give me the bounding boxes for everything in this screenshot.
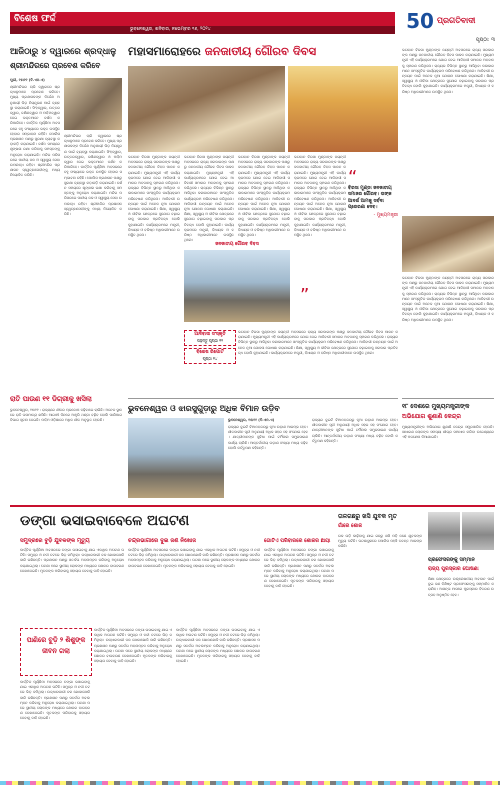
- bottom-main-headline: ଡଙ୍ଗା ଭସାଇବାବେଳେ ଅଘଟଣ: [20, 513, 190, 529]
- main-photo-dancers: [288, 66, 398, 152]
- left-headline-2: ଶ୍ରୀମନ୍ଦିରରେ ପ୍ରବେଶ କରିବେ: [10, 61, 101, 70]
- main-headline-part2: ଜନଜାତୀୟ ଗୌରବ ଦିବସ: [204, 44, 317, 58]
- divider-right: [402, 398, 494, 399]
- bottom-right-body: ଶିକ୍ଷା କ୍ଷେତ୍ରରେ ଉଲ୍ଲେଖନୀୟ ଅବଦାନ ପାଇଁ ଦୁଇ ଜଣ ବିଶିଷ୍ଟ ପ୍ରଫେସରଙ୍କୁ ସମ୍ମାନିତ କରାଯିବ। ଆସନ୍ତା ମାସରେ ପୁରସ୍କାର ବିତରଣ ଉତ୍ସବ ଅନୁଷ୍ଠିତ ହେବ।: [428, 577, 494, 597]
- bottom-sub-2: ଚନ୍ଦ୍ରଭାଗାରେ ଦୁଇ ଜଣ ନିଖୋଜ: [128, 538, 196, 544]
- divider-airport: [128, 398, 398, 399]
- main-headline: [128, 42, 398, 60]
- quote-box: [348, 167, 398, 270]
- bottom-right-headline-1: ପ୍ରଫେସରଙ୍କୁ ସମ୍ମାନ: [428, 557, 475, 563]
- promo-box-2-title: ବିଶେଷ ରିପୋର୍ଟ: [196, 350, 224, 355]
- quote-mark-close-icon: ”: [300, 285, 310, 306]
- airport-headline: ଭୁବନେଶ୍ୱର ଓ ଝାରସୁଗୁଡ଼ାରୁ ଅଧିକ ବିମାନ ଉଡ଼ିବ: [128, 404, 280, 413]
- left-byline: ପୁରୀ, ୧୫ା୧୧ (ବି.ଏନ.ଏ): [10, 78, 45, 82]
- bottom-mid-body: ତାଳ ତାଡ଼ି କାଢ଼ିବାକୁ ଯାଇ ଗଛରୁ ଖସି ପଡ଼ି ଜଣେ ଯୁବକଙ୍କ ମୃତ୍ୟୁ ଘଟିଛି। ଘଟଣାସ୍ଥଳରେ ପୋଲିସ ପହଞ୍ଚି ତଦନ୍ତ ଆରମ୍ଭ କରିଛି।: [338, 534, 422, 549]
- left-small-body: ଭୁବନେଶ୍ୱର, ୧୫ା୧୧ : ରାଜ୍ୟରେ ଶୀତର ପ୍ରକୋପ ବଢ଼ିବାରେ ଲାଗିଛି। ଅନେକ ସ୍ଥାନରେ ରାତି ତାପମାତ୍ରା ଖସିଛି। ଆଗାମୀ ଦିନରେ ଆହୁରି ଥଣ୍ଡା ବଢ଼ିବ ବୋଲି ପାଣିପାଗ ବିଭାଗ ସୂଚନା ଦେଇଛି। ପଶ୍ଚିମ ଓଡ଼ିଶାରେ ଅଧିକ ଶୀତ ଅନୁଭୂତ ହେଉଛି।: [10, 408, 122, 423]
- bottom-col5: କାର୍ତ୍ତିକ ପୂର୍ଣ୍ଣିମା ଅବସରରେ ଡଙ୍ଗା ଭସାଇବାକୁ ଯାଇ ଏକାଧିକ ଅଘଟଣ ଘଟିଛି। ସମୁଦ୍ର ଓ ନଦୀ ତଟରେ ଭିଡ଼ ଜମିଥିଲା। ଉଦ୍ଧାରକାରୀ ଦଳ ଖୋଜାଖୋଜି ଜାରି ରଖିଛନ୍ତି। ପ୍ରଶାସନ ପକ୍ଷରୁ ସତର୍କତା ଅବଲମ୍ବନ କରିବାକୁ ଅନୁରୋଧ କରାଯାଇଥିଲା। ଘଟଣା ପରେ ସ୍ଥାନୀୟ ଲୋକଙ୍କ ମଧ୍ୟରେ ଶୋକର ବାତାବରଣ ଦେଖାଦେଇଛି। ମୃତକଙ୍କ ପରିବାରକୁ ସହାୟତା ଦେବାକୁ ଦାବି ହୋଇଛି।: [20, 680, 90, 721]
- bottom-mid-headline: ତାଳଗଛରୁ ଖସି ଯୁବକ ମୃତ: [338, 513, 397, 520]
- quote-mark-icon: “: [348, 167, 358, 188]
- right-body-top: ଭଗବାନ ବିରସା ମୁଣ୍ଡାଙ୍କ ଜୟନ୍ତୀ ଅବସରରେ ରାଜ୍ୟ ସରକାରଙ୍କ ପକ୍ଷରୁ ଜନଜାତୀୟ ଗୌରବ ଦିବସ ପାଳନ କରାଯାଇଛି। ମୁଖ୍ୟମନ୍ତ୍ରୀ ଏହି କାର୍ଯ୍ୟକ୍ରମରେ ଯୋଗ ଦେଇ ଆଦିବାସୀ ସମାଜର ଅବଦାନକୁ ସ୍ମରଣ କରିଥିଲେ। ରାଜ୍ୟର ବିଭିନ୍ନ ସ୍ଥାନରୁ ଆସିଥିବା କଳାକାରମାନେ ସାଂସ୍କୃତିକ କାର୍ଯ୍ୟକ୍ରମ ପରିବେଷଣ କରିଥିଲେ। ଆଦିବାସୀ ଉନ୍ନୟନ ପାଇଁ ଅନେକ ନୂଆ ଯୋଜନା ଘୋଷଣା କରାଯାଇଛି। ଶିକ୍ଷା, ସ୍ୱାସ୍ଥ୍ୟ ଓ ଜୀବିକା କ୍ଷେତ୍ରରେ ସୁଯୋଗ ବଢ଼ାଇବାକୁ ସରକାର ପ୍ରତିବଦ୍ଧ ବୋଲି କୁହାଯାଇଛି। କାର୍ଯ୍ୟକ୍ରମରେ ମନ୍ତ୍ରୀ, ବିଧାୟକ ଓ ବରିଷ୍ଠ ଅଧିକାରୀମାନେ ଉପସ୍ଥିତ ଥିଲେ।: [402, 48, 494, 94]
- bottom-col3: କାର୍ତ୍ତିକ ପୂର୍ଣ୍ଣିମା ଅବସରରେ ଡଙ୍ଗା ଭସାଇବାକୁ ଯାଇ ଏକାଧିକ ଅଘଟଣ ଘଟିଛି। ସମୁଦ୍ର ଓ ନଦୀ ତଟରେ ଭିଡ଼ ଜମିଥିଲା। ଉଦ୍ଧାରକାରୀ ଦଳ ଖୋଜାଖୋଜି ଜାରି ରଖିଛନ୍ତି। ପ୍ରଶାସନ ପକ୍ଷରୁ ସତର୍କତା ଅବଲମ୍ବନ କରିବାକୁ ଅନୁରୋଧ କରାଯାଇଥିଲା। ଘଟଣା ପରେ ସ୍ଥାନୀୟ ଲୋକଙ୍କ ମଧ୍ୟରେ ଶୋକର ବାତାବରଣ ଦେଖାଦେଇଛି। ମୃତକଙ୍କ ପରିବାରକୁ ସହାୟତା ଦେବାକୁ ଦାବି ହୋଇଛି।: [94, 628, 172, 664]
- bottom-mid-sub: ଗାଁରେ ଶୋକ: [338, 523, 363, 529]
- dateline: ଭୁବନେଶ୍ୱର, ଶନିବାର, ନଭେମ୍ବର ୧୬, ୨୦୨୪: [130, 27, 211, 32]
- airport-byline: ଭୁବନେଶ୍ୱର, ୧୫ା୧୧ (ବି.ଏନ.ଏ): [228, 418, 275, 422]
- main-body-col4: ଭଗବାନ ବିରସା ମୁଣ୍ଡାଙ୍କ ଜୟନ୍ତୀ ଅବସରରେ ରାଜ୍ୟ ସରକାରଙ୍କ ପକ୍ଷରୁ ଜନଜାତୀୟ ଗୌରବ ଦିବସ ପାଳନ କରାଯାଇଛି। ମୁଖ୍ୟମନ୍ତ୍ରୀ ଏହି କାର୍ଯ୍ୟକ୍ରମରେ ଯୋଗ ଦେଇ ଆଦିବାସୀ ସମାଜର ଅବଦାନକୁ ସ୍ମରଣ କରିଥିଲେ। ରାଜ୍ୟର ବିଭିନ୍ନ ସ୍ଥାନରୁ ଆସିଥିବା କଳାକାରମାନେ ସାଂସ୍କୃତିକ କାର୍ଯ୍ୟକ୍ରମ ପରିବେଷଣ କରିଥିଲେ। ଆଦିବାସୀ ଉନ୍ନୟନ ପାଇଁ ଅନେକ ନୂଆ ଯୋଜନା ଘୋଷଣା କରାଯାଇଛି। ଶିକ୍ଷା, ସ୍ୱାସ୍ଥ୍ୟ ଓ ଜୀବିକା କ୍ଷେତ୍ରରେ ସୁଯୋଗ ବଢ଼ାଇବାକୁ ସରକାର ପ୍ରତିବଦ୍ଧ ବୋଲି କୁହାଯାଇଛି। କାର୍ଯ୍ୟକ୍ରମରେ ମନ୍ତ୍ରୀ, ବିଧାୟକ ଓ ବରିଷ୍ଠ ଅଧିକାରୀମାନେ ଉପସ୍ଥିତ ଥିଲେ।: [294, 155, 346, 238]
- bottom-sub-1: ସମୁଦ୍ରରେ ବୁଡ଼ି ଯୁବକଙ୍କ ମୃତ୍ୟୁ: [20, 538, 90, 544]
- portrait-2: [462, 512, 494, 550]
- promo-box-1[interactable]: [184, 330, 236, 346]
- bottom-top-rule: [10, 505, 495, 507]
- quote-text: ବିରସା ମୁଣ୍ଡା ଜନଜାତୀୟ ସମାଜର ଗୌରବ। ତାଙ୍କ ଆଦର୍ଶ ଆମକୁ ସର୍ବଦା ପ୍ରେରଣା ଦେବ।: [348, 186, 392, 211]
- main-body-col3: ଭଗବାନ ବିରସା ମୁଣ୍ଡାଙ୍କ ଜୟନ୍ତୀ ଅବସରରେ ରାଜ୍ୟ ସରକାରଙ୍କ ପକ୍ଷରୁ ଜନଜାତୀୟ ଗୌରବ ଦିବସ ପାଳନ କରାଯାଇଛି। ମୁଖ୍ୟମନ୍ତ୍ରୀ ଏହି କାର୍ଯ୍ୟକ୍ରମରେ ଯୋଗ ଦେଇ ଆଦିବାସୀ ସମାଜର ଅବଦାନକୁ ସ୍ମରଣ କରିଥିଲେ। ରାଜ୍ୟର ବିଭିନ୍ନ ସ୍ଥାନରୁ ଆସିଥିବା କଳାକାରମାନେ ସାଂସ୍କୃତିକ କାର୍ଯ୍ୟକ୍ରମ ପରିବେଷଣ କରିଥିଲେ। ଆଦିବାସୀ ଉନ୍ନୟନ ପାଇଁ ଅନେକ ନୂଆ ଯୋଜନା ଘୋଷଣା କରାଯାଇଛି। ଶିକ୍ଷା, ସ୍ୱାସ୍ଥ୍ୟ ଓ ଜୀବିକା କ୍ଷେତ୍ରରେ ସୁଯୋଗ ବଢ଼ାଇବାକୁ ସରକାର ପ୍ରତିବଦ୍ଧ ବୋଲି କୁହାଯାଇଛି। କାର୍ଯ୍ୟକ୍ରମରେ ମନ୍ତ୍ରୀ, ବିଧାୟକ ଓ ବରିଷ୍ଠ ଅଧିକାରୀମାନେ ଉପସ୍ଥିତ ଥିଲେ।: [238, 155, 290, 238]
- main-headline-part1: ମହାସମାରୋହରେ: [128, 44, 205, 58]
- promo-box-2-sub: ପୃଷ୍ଠା ୧୪: [202, 356, 218, 361]
- main-body-col1: ଭଗବାନ ବିରସା ମୁଣ୍ଡାଙ୍କ ଜୟନ୍ତୀ ଅବସରରେ ରାଜ୍ୟ ସରକାରଙ୍କ ପକ୍ଷରୁ ଜନଜାତୀୟ ଗୌରବ ଦିବସ ପାଳନ କରାଯାଇଛି। ମୁଖ୍ୟମନ୍ତ୍ରୀ ଏହି କାର୍ଯ୍ୟକ୍ରମରେ ଯୋଗ ଦେଇ ଆଦିବାସୀ ସମାଜର ଅବଦାନକୁ ସ୍ମରଣ କରିଥିଲେ। ରାଜ୍ୟର ବିଭିନ୍ନ ସ୍ଥାନରୁ ଆସିଥିବା କଳାକାରମାନେ ସାଂସ୍କୃତିକ କାର୍ଯ୍ୟକ୍ରମ ପରିବେଷଣ କରିଥିଲେ। ଆଦିବାସୀ ଉନ୍ନୟନ ପାଇଁ ଅନେକ ନୂଆ ଯୋଜନା ଘୋଷଣା କରାଯାଇଛି। ଶିକ୍ଷା, ସ୍ୱାସ୍ଥ୍ୟ ଓ ଜୀବିକା କ୍ଷେତ୍ରରେ ସୁଯୋଗ ବଢ଼ାଇବାକୁ ସରକାର ପ୍ରତିବଦ୍ଧ ବୋଲି କୁହାଯାଇଛି। କାର୍ଯ୍ୟକ୍ରମରେ ମନ୍ତ୍ରୀ, ବିଧାୟକ ଓ ବରିଷ୍ଠ ଅଧିକାରୀମାନେ ଉପସ୍ଥିତ ଥିଲେ।: [128, 155, 180, 238]
- right-body-mid: ଭଗବାନ ବିରସା ମୁଣ୍ଡାଙ୍କ ଜୟନ୍ତୀ ଅବସରରେ ରାଜ୍ୟ ସରକାରଙ୍କ ପକ୍ଷରୁ ଜନଜାତୀୟ ଗୌରବ ଦିବସ ପାଳନ କରାଯାଇଛି। ମୁଖ୍ୟମନ୍ତ୍ରୀ ଏହି କାର୍ଯ୍ୟକ୍ରମରେ ଯୋଗ ଦେଇ ଆଦିବାସୀ ସମାଜର ଅବଦାନକୁ ସ୍ମରଣ କରିଥିଲେ। ରାଜ୍ୟର ବିଭିନ୍ନ ସ୍ଥାନରୁ ଆସିଥିବା କଳାକାରମାନେ ସାଂସ୍କୃତିକ କାର୍ଯ୍ୟକ୍ରମ ପରିବେଷଣ କରିଥିଲେ। ଆଦିବାସୀ ଉନ୍ନୟନ ପାଇଁ ଅନେକ ନୂଆ ଯୋଜନା ଘୋଷଣା କରାଯାଇଛି। ଶିକ୍ଷା, ସ୍ୱାସ୍ଥ୍ୟ ଓ ଜୀବିକା କ୍ଷେତ୍ରରେ ସୁଯୋଗ ବଢ଼ାଇବାକୁ ସରକାର ପ୍ରତିବଦ୍ଧ ବୋଲି କୁହାଯାଇଛି। କାର୍ଯ୍ୟକ୍ରମରେ ମନ୍ତ୍ରୀ, ବିଧାୟକ ଓ ବରିଷ୍ଠ ଅଧିକାରୀମାନେ ଉପସ୍ଥିତ ଥିଲେ।: [402, 276, 494, 322]
- bottom-sub-3: ଗୋଟିଏ ପରିବାରରେ ଶୋକର ଛାୟା: [264, 538, 331, 544]
- promo-box-1-title: ଆଦିବାସୀ ସଂସ୍କୃତି: [194, 332, 226, 337]
- main-body-col5: ଭଗବାନ ବିରସା ମୁଣ୍ଡାଙ୍କ ଜୟନ୍ତୀ ଅବସରରେ ରାଜ୍ୟ ସରକାରଙ୍କ ପକ୍ଷରୁ ଜନଜାତୀୟ ଗୌରବ ଦିବସ ପାଳନ କରାଯାଇଛି। ମୁଖ୍ୟମନ୍ତ୍ରୀ ଏହି କାର୍ଯ୍ୟକ୍ରମରେ ଯୋଗ ଦେଇ ଆଦିବାସୀ ସମାଜର ଅବଦାନକୁ ସ୍ମରଣ କରିଥିଲେ। ରାଜ୍ୟର ବିଭିନ୍ନ ସ୍ଥାନରୁ ଆସିଥିବା କଳାକାରମାନେ ସାଂସ୍କୃତିକ କାର୍ଯ୍ୟକ୍ରମ ପରିବେଷଣ କରିଥିଲେ। ଆଦିବାସୀ ଉନ୍ନୟନ ପାଇଁ ଅନେକ ନୂଆ ଯୋଜନା ଘୋଷଣା କରାଯାଇଛି। ଶିକ୍ଷା, ସ୍ୱାସ୍ଥ୍ୟ ଓ ଜୀବିକା କ୍ଷେତ୍ରରେ ସୁଯୋଗ ବଢ଼ାଇବାକୁ ସରକାର ପ୍ରତିବଦ୍ଧ ବୋଲି କୁହାଯାଇଛି। କାର୍ଯ୍ୟକ୍ରମରେ ମନ୍ତ୍ରୀ, ବିଧାୟକ ଓ ବରିଷ୍ଠ ଅଧିକାରୀମାନେ ଉପସ୍ଥିତ ଥିଲେ।: [238, 330, 398, 355]
- main-body-col2: ଭଗବାନ ବିରସା ମୁଣ୍ଡାଙ୍କ ଜୟନ୍ତୀ ଅବସରରେ ରାଜ୍ୟ ସରକାରଙ୍କ ପକ୍ଷରୁ ଜନଜାତୀୟ ଗୌରବ ଦିବସ ପାଳନ କରାଯାଇଛି। ମୁଖ୍ୟମନ୍ତ୍ରୀ ଏହି କାର୍ଯ୍ୟକ୍ରମରେ ଯୋଗ ଦେଇ ଆଦିବାସୀ ସମାଜର ଅବଦାନକୁ ସ୍ମରଣ କରିଥିଲେ। ରାଜ୍ୟର ବିଭିନ୍ନ ସ୍ଥାନରୁ ଆସିଥିବା କଳାକାରମାନେ ସାଂସ୍କୃତିକ କାର୍ଯ୍ୟକ୍ରମ ପରିବେଷଣ କରିଥିଲେ। ଆଦିବାସୀ ଉନ୍ନୟନ ପାଇଁ ଅନେକ ନୂଆ ଯୋଜନା ଘୋଷଣା କରାଯାଇଛି। ଶିକ୍ଷା, ସ୍ୱାସ୍ଥ୍ୟ ଓ ଜୀବିକା କ୍ଷେତ୍ରରେ ସୁଯୋଗ ବଢ଼ାଇବାକୁ ସରକାର ପ୍ରତିବଦ୍ଧ ବୋଲି କୁହାଯାଇଛି। କାର୍ଯ୍ୟକ୍ରମରେ ମନ୍ତ୍ରୀ, ବିଧାୟକ ଓ ବରିଷ୍ଠ ଅଧିକାରୀମାନେ ଉପସ୍ଥିତ ଥିଲେ।: [184, 155, 234, 243]
- airport-body-col2: ରାଜ୍ୟର ଦୁଇଟି ବିମାନବନ୍ଦରରୁ ନୂଆ ଉଡ଼ାଣ ଆରମ୍ଭ ହେବ। ଶୀତକାଳୀନ ସୂଚୀ ଅନୁଯାୟୀ ଅଧିକ ସହର ସହ ସଂଯୋଗ ହେବ। ଯାତ୍ରୀମାନଙ୍କ ସୁବିଧା ପାଇଁ ଟର୍ମିନାଲ ସମ୍ପ୍ରସାରଣ କାର୍ଯ୍ୟ ଚାଲିଛି। ଆନ୍ତର୍ଜାତୀୟ ଉଡ଼ାଣ ସଂଖ୍ୟା ମଧ୍ୟ ବଢ଼ିବ ବୋଲି କର୍ତ୍ତୃପକ୍ଷ କହିଛନ୍ତି।: [312, 418, 398, 443]
- brand-logo: ପ୍ରଗତିବାଦୀ: [437, 16, 476, 25]
- airport-photo: [128, 418, 224, 498]
- left-headline-1: ଆଜିଠାରୁ ୪ ଦ୍ୱାରରେ ଶ୍ରଦ୍ଧାଳୁ: [10, 47, 117, 57]
- main-photo-stage: [128, 66, 285, 152]
- section-title: ବିଶେଷ ଫର୍ଦ୍ଦ: [14, 14, 56, 24]
- quote-attribution: - ମୁଖ୍ୟମନ୍ତ୍ରୀ: [373, 212, 398, 218]
- bottom-col2: କାର୍ତ୍ତିକ ପୂର୍ଣ୍ଣିମା ଅବସରରେ ଡଙ୍ଗା ଭସାଇବାକୁ ଯାଇ ଏକାଧିକ ଅଘଟଣ ଘଟିଛି। ସମୁଦ୍ର ଓ ନଦୀ ତଟରେ ଭିଡ଼ ଜମିଥିଲା। ଉଦ୍ଧାରକାରୀ ଦଳ ଖୋଜାଖୋଜି ଜାରି ରଖିଛନ୍ତି। ପ୍ରଶାସନ ପକ୍ଷରୁ ସତର୍କତା ଅବଲମ୍ବନ କରିବାକୁ ଅନୁରୋଧ କରାଯାଇଥିଲା। ଘଟଣା ପରେ ସ୍ଥାନୀୟ ଲୋକଙ୍କ ମଧ୍ୟରେ ଶୋକର ବାତାବରଣ ଦେଖାଦେଇଛି। ମୃତକଙ୍କ ପରିବାରକୁ ସହାୟତା ଦେବାକୁ ଦାବି ହୋଇଛି।: [128, 548, 260, 568]
- bottom-col1: କାର୍ତ୍ତିକ ପୂର୍ଣ୍ଣିମା ଅବସରରେ ଡଙ୍ଗା ଭସାଇବାକୁ ଯାଇ ଏକାଧିକ ଅଘଟଣ ଘଟିଛି। ସମୁଦ୍ର ଓ ନଦୀ ତଟରେ ଭିଡ଼ ଜମିଥିଲା। ଉଦ୍ଧାରକାରୀ ଦଳ ଖୋଜାଖୋଜି ଜାରି ରଖିଛନ୍ତି। ପ୍ରଶାସନ ପକ୍ଷରୁ ସତର୍କତା ଅବଲମ୍ବନ କରିବାକୁ ଅନୁରୋଧ କରାଯାଇଥିଲା। ଘଟଣା ପରେ ସ୍ଥାନୀୟ ଲୋକଙ୍କ ମଧ୍ୟରେ ଶୋକର ବାତାବରଣ ଦେଖାଦେଇଛି। ମୃତକଙ୍କ ପରିବାରକୁ ସହାୟତା ଦେବାକୁ ଦାବି ହୋଇଛି।: [20, 548, 124, 573]
- right-photo: [402, 216, 494, 272]
- portrait-1: [428, 512, 460, 550]
- airport-body-col1: ରାଜ୍ୟର ଦୁଇଟି ବିମାନବନ୍ଦରରୁ ନୂଆ ଉଡ଼ାଣ ଆରମ୍ଭ ହେବ। ଶୀତକାଳୀନ ସୂଚୀ ଅନୁଯାୟୀ ଅଧିକ ସହର ସହ ସଂଯୋଗ ହେବ। ଯାତ୍ରୀମାନଙ୍କ ସୁବିଧା ପାଇଁ ଟର୍ମିନାଲ ସମ୍ପ୍ରସାରଣ କାର୍ଯ୍ୟ ଚାଲିଛି। ଆନ୍ତର୍ଜାତୀୟ ଉଡ଼ାଣ ସଂଖ୍ୟା ମଧ୍ୟ ବଢ଼ିବ ବୋଲି କର୍ତ୍ତୃପକ୍ଷ କହିଛନ୍ତି।: [228, 425, 308, 450]
- bottom-right-headline-2: ରାଜ୍ୟ ପୁରସ୍କାର ଘୋଷଣା: [428, 566, 479, 572]
- left-body-col1: ଶ୍ରୀମନ୍ଦିରର ଚାରି ଦ୍ୱାରରେ ଶ୍ରଦ୍ଧାଳୁମାନେ ପ୍ରବେଶ କରିବେ। ମୁଖ୍ୟ ପ୍ରଶାସକଙ୍କ ନିର୍ଦ୍ଦେଶ ଅନୁଯାୟୀ ଭିଡ଼ ନିୟନ୍ତ୍ରଣ ପାଇଁ ବ୍ୟବସ୍ଥା କରାଯାଇଛି। ସିଂହଦ୍ୱାର, ଉତ୍ତରଦ୍ୱାର, ଦକ୍ଷିଣଦ୍ୱାର ଓ ପଶ୍ଚିମଦ୍ୱାର ଦେଇ ଭକ୍ତମାନେ ଦର୍ଶନ କରିପାରିବେ। କାର୍ତ୍ତିକ ପୂର୍ଣ୍ଣିମା ଅବସରରେ ବହୁ ସଂଖ୍ୟାରେ ଭକ୍ତ ଉପସ୍ଥିତ ହେବାର ସମ୍ଭାବନା ରହିଛି। ପୋଲିସ ପ୍ରଶାସନ ପକ୍ଷରୁ ସୁରକ୍ଷା ବ୍ୟବସ୍ଥା କଡ଼ାକଡ଼ି କରାଯାଇଛି। ଦର୍ଶନ ସମୟରେ ଶୃଙ୍ଖଳା ରକ୍ଷା କରିବାକୁ ସମସ୍ତଙ୍କୁ ଅନୁରୋଧ କରାଯାଇଛି। ମନ୍ଦିର ପରିସରରେ ପାନୀୟ ଜଳ ଓ ସ୍ୱାସ୍ଥ୍ୟ ସେବା ଉପଲବ୍ଧ ରହିବ। ଶ୍ରୀମନ୍ଦିର ପ୍ରଶାସନ ସ୍ୱେଚ୍ଛାସେବୀଙ୍କୁ ମଧ୍ୟ ନିୟୋଜିତ କରିଛି।: [10, 85, 60, 178]
- promo-box-1-sub: ପଢ଼ନ୍ତୁ ପୃଷ୍ଠା ୧୨: [196, 338, 224, 343]
- right-headline-1: ୧୮ ଦେଶରେ ମୁଖ୍ୟମନ୍ତ୍ରୀଙ୍କ: [402, 403, 470, 410]
- right-headline-2: ଅଭିଯୋଗ ଶୁଣାଣି କେନ୍ଦ୍ର: [402, 413, 461, 420]
- main-photo-caption: ଜନଜାତୀୟ ଗୌରବ ଦିବସ: [215, 242, 259, 247]
- main-photo-ceremony: [184, 250, 290, 322]
- temple-photo: [64, 78, 122, 130]
- page-number: ପୃଷ୍ଠା: ୩: [475, 37, 495, 43]
- anniversary-logo: 50: [406, 9, 434, 33]
- bottom-boxed-story: [20, 628, 92, 676]
- bottom-col4: କାର୍ତ୍ତିକ ପୂର୍ଣ୍ଣିମା ଅବସରରେ ଡଙ୍ଗା ଭସାଇବାକୁ ଯାଇ ଏକାଧିକ ଅଘଟଣ ଘଟିଛି। ସମୁଦ୍ର ଓ ନଦୀ ତଟରେ ଭିଡ଼ ଜମିଥିଲା। ଉଦ୍ଧାରକାରୀ ଦଳ ଖୋଜାଖୋଜି ଜାରି ରଖିଛନ୍ତି। ପ୍ରଶାସନ ପକ୍ଷରୁ ସତର୍କତା ଅବଲମ୍ବନ କରିବାକୁ ଅନୁରୋଧ କରାଯାଇଥିଲା। ଘଟଣା ପରେ ସ୍ଥାନୀୟ ଲୋକଙ୍କ ମଧ୍ୟରେ ଶୋକର ବାତାବରଣ ଦେଖାଦେଇଛି। ମୃତକଙ୍କ ପରିବାରକୁ ସହାୟତା ଦେବାକୁ ଦାବି ହୋଇଛି।: [176, 628, 260, 664]
- left-small-headline: ରାତି ପାଉଣ ୧୧ ଡିଗ୍ରୀକୁ ଖସିଲା: [10, 395, 92, 403]
- left-body-col2: ଶ୍ରୀମନ୍ଦିରର ଚାରି ଦ୍ୱାରରେ ଶ୍ରଦ୍ଧାଳୁମାନେ ପ୍ରବେଶ କରିବେ। ମୁଖ୍ୟ ପ୍ରଶାସକଙ୍କ ନିର୍ଦ୍ଦେଶ ଅନୁଯାୟୀ ଭିଡ଼ ନିୟନ୍ତ୍ରଣ ପାଇଁ ବ୍ୟବସ୍ଥା କରାଯାଇଛି। ସିଂହଦ୍ୱାର, ଉତ୍ତରଦ୍ୱାର, ଦକ୍ଷିଣଦ୍ୱାର ଓ ପଶ୍ଚିମଦ୍ୱାର ଦେଇ ଭକ୍ତମାନେ ଦର୍ଶନ କରିପାରିବେ। କାର୍ତ୍ତିକ ପୂର୍ଣ୍ଣିମା ଅବସରରେ ବହୁ ସଂଖ୍ୟାରେ ଭକ୍ତ ଉପସ୍ଥିତ ହେବାର ସମ୍ଭାବନା ରହିଛି। ପୋଲିସ ପ୍ରଶାସନ ପକ୍ଷରୁ ସୁରକ୍ଷା ବ୍ୟବସ୍ଥା କଡ଼ାକଡ଼ି କରାଯାଇଛି। ଦର୍ଶନ ସମୟରେ ଶୃଙ୍ଖଳା ରକ୍ଷା କରିବାକୁ ସମସ୍ତଙ୍କୁ ଅନୁରୋଧ କରାଯାଇଛି। ମନ୍ଦିର ପରିସରରେ ପାନୀୟ ଜଳ ଓ ସ୍ୱାସ୍ଥ୍ୟ ସେବା ଉପଲବ୍ଧ ରହିବ। ଶ୍ରୀମନ୍ଦିର ପ୍ରଶାସନ ସ୍ୱେଚ୍ଛାସେବୀଙ୍କୁ ମଧ୍ୟ ନିୟୋଜିତ କରିଛି।: [64, 134, 123, 217]
- bottom-col6: କାର୍ତ୍ତିକ ପୂର୍ଣ୍ଣିମା ଅବସରରେ ଡଙ୍ଗା ଭସାଇବାକୁ ଯାଇ ଏକାଧିକ ଅଘଟଣ ଘଟିଛି। ସମୁଦ୍ର ଓ ନଦୀ ତଟରେ ଭିଡ଼ ଜମିଥିଲା। ଉଦ୍ଧାରକାରୀ ଦଳ ଖୋଜାଖୋଜି ଜାରି ରଖିଛନ୍ତି। ପ୍ରଶାସନ ପକ୍ଷରୁ ସତର୍କତା ଅବଲମ୍ବନ କରିବାକୁ ଅନୁରୋଧ କରାଯାଇଥିଲା। ଘଟଣା ପରେ ସ୍ଥାନୀୟ ଲୋକଙ୍କ ମଧ୍ୟରେ ଶୋକର ବାତାବରଣ ଦେଖାଦେଇଛି। ମୃତକଙ୍କ ପରିବାରକୁ ସହାୟତା ଦେବାକୁ ଦାବି ହୋଇଛି।: [264, 548, 334, 589]
- registration-bar: [0, 781, 500, 785]
- promo-box-2[interactable]: [184, 348, 236, 364]
- bottom-boxed-headline: ପାଣିରେ ବୁଡ଼ି ୨ ଶିଶୁଙ୍କ ଜୀବନ ଗଲା: [26, 636, 86, 655]
- right-story-body: ମୁଖ୍ୟମନ୍ତ୍ରୀଙ୍କ ଅଭିଯୋଗ ଶୁଣାଣି କେନ୍ଦ୍ର ସମ୍ପ୍ରସାରିତ ହେଉଛି। ସାଧାରଣ ଲୋକଙ୍କ ସମସ୍ୟା ଶୀଘ୍ର ସମାଧାନ କରିବା ଉଦ୍ଦେଶ୍ୟରେ ଏହି ପଦକ୍ଷେପ ନିଆଯାଇଛି।: [402, 425, 494, 440]
